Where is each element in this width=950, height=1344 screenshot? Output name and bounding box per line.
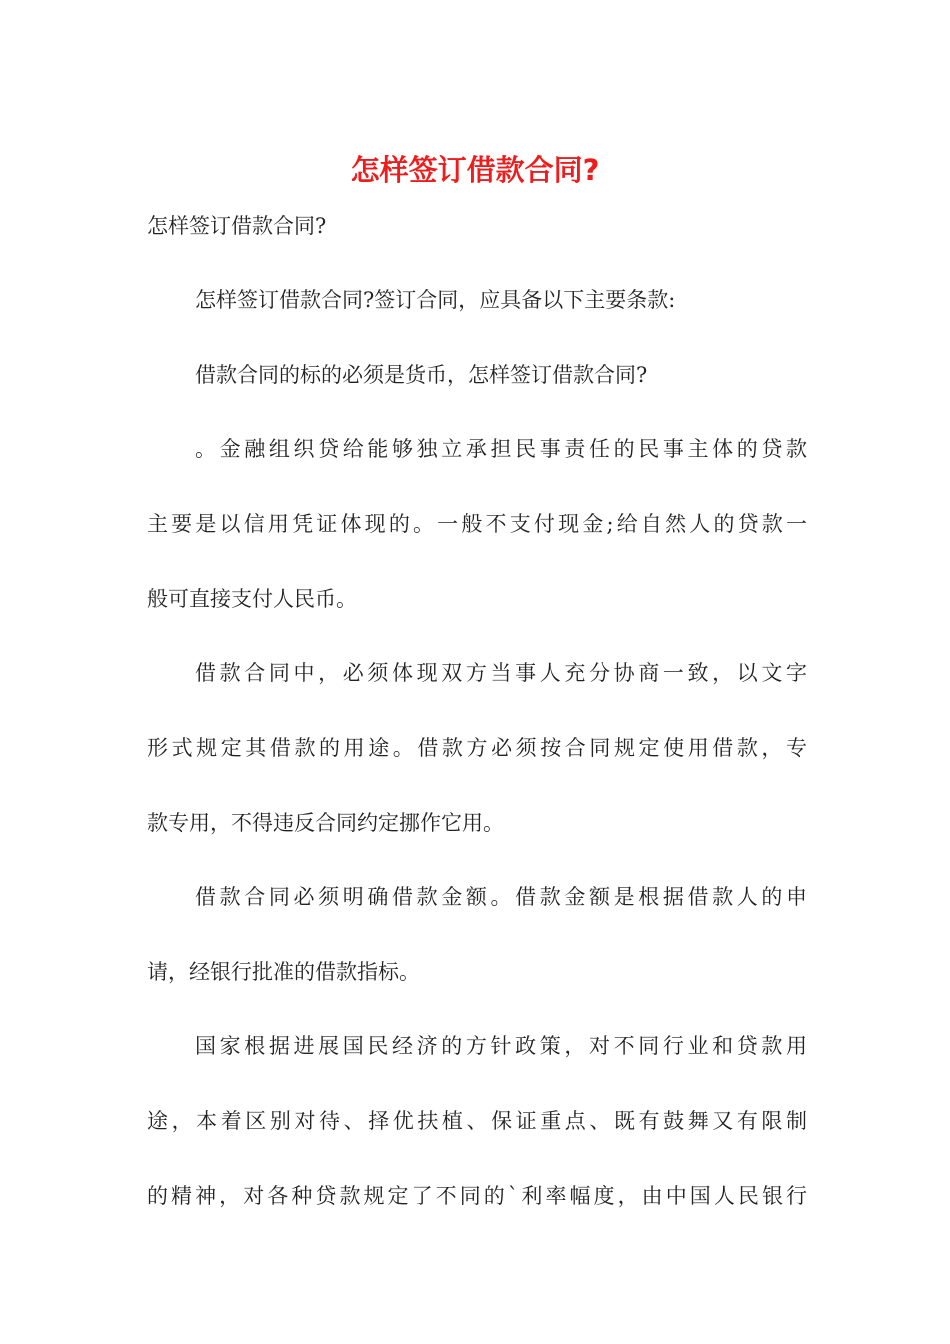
document-title: 怎样签订借款合同? [350,153,600,187]
paragraph-line: 般可直接支付人民币。 [147,587,357,611]
paragraph-line: 借款合同中，必须体现双方当事人充分协商一致，以文字 [195,661,807,685]
paragraph-line: 形式规定其借款的用途。借款方必须按合同规定使用借款，专 [147,736,807,760]
paragraph-line: 主要是以信用凭证体现的。一般不支付现金;给自然人的贷款一 [147,512,807,536]
paragraph-line: 怎样签订借款合同?签订合同，应具备以下主要条款: [195,288,676,312]
paragraph-line: 请，经银行批准的借款指标。 [147,960,420,984]
document-subtitle: 怎样签订借款合同? [147,214,327,238]
paragraph-line: 的精神，对各种贷款规定了不同的`利率幅度，由中国人民银行 [147,1184,807,1208]
paragraph-line: 国家根据进展国民经济的方针政策，对不同行业和贷款用 [195,1034,807,1058]
paragraph-line: 借款合同的标的必须是货币，怎样签订借款合同? [195,363,648,387]
paragraph-line: 。金融组织贷给能够独立承担民事责任的民事主体的贷款 [195,437,807,461]
paragraph-line: 款专用，不得违反合同约定挪作它用。 [147,811,504,835]
paragraph-line: 借款合同必须明确借款金额。借款金额是根据借款人的申 [195,885,807,909]
paragraph-line: 途，本着区别对待、择优扶植、保证重点、既有鼓舞又有限制 [147,1109,807,1133]
